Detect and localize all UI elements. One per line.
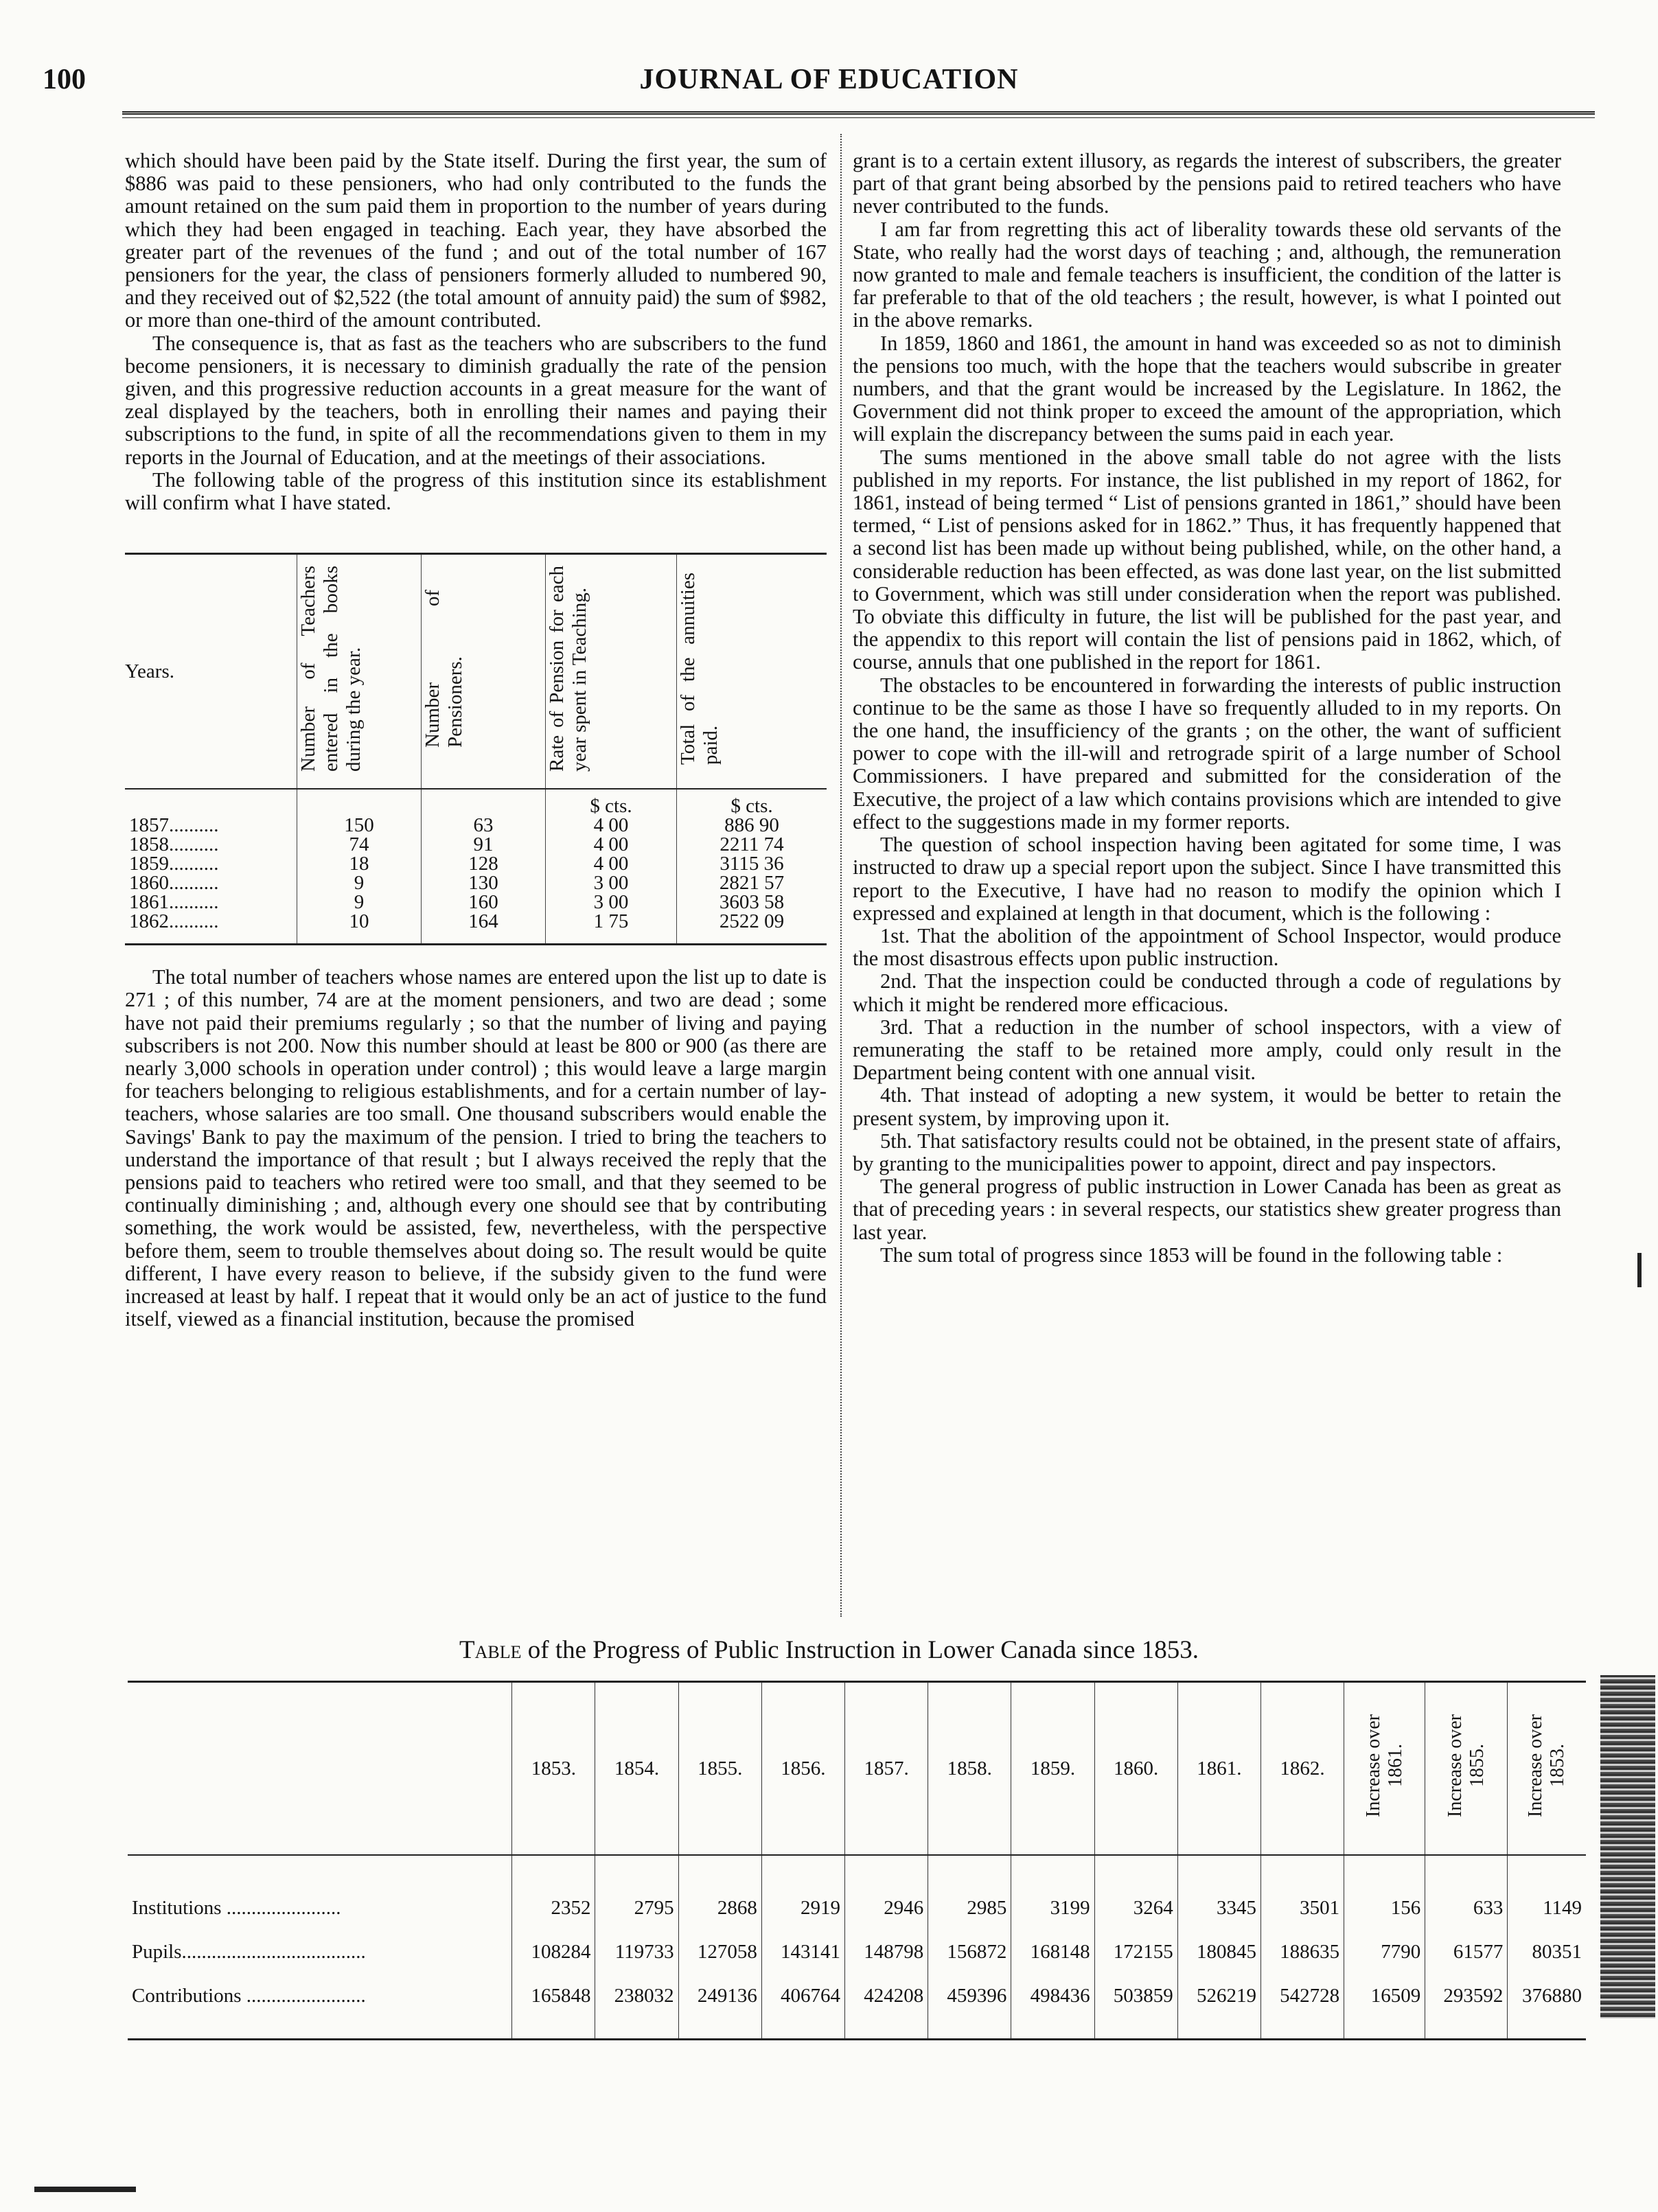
header-pensioners: Number of Pensioners. (422, 554, 546, 790)
header-year: 1861. (1177, 1682, 1260, 1856)
progress-table (128, 1681, 1586, 2040)
paragraph: In 1859, 1860 and 1861, the amount in hand was exceeded so as not to diminish the pensions too much, with the hope that the teachers would subscribe in greater numbers, and that the grant would be increased by the Legislature. In 1862, the Government did not think proper to exceed the amount of the appropriation, which will explain the discrepancy between the sums paid in each year. (853, 331, 1561, 446)
paragraph: The sum total of progress since 1853 will be found in the following table : (880, 1243, 1503, 1267)
table-row: Pupils..................................... 108284 119733 127058 143141 148798 156872 168148 172155 180845 188635 7790 61577 80351 (128, 1930, 1586, 1974)
unit-label: $ cts. (677, 789, 827, 816)
header-year: 1857. (845, 1682, 928, 1856)
table-row: 1858.......... 74 91 4 00 2211 74 (125, 835, 827, 854)
header-year: 1858. (928, 1682, 1011, 1856)
paragraph: The total number of teachers whose names are entered upon the list up to date is 271 ; of this number, 74 are at the moment pensioners, and two are dead ; some have not paid their premiums regularly ; so that the number of living and paying subscribers is not 200. Now this number should at least be 800 or 900 (as there are nearly 3,000 schools in operation under control) ; this would leave a large margin for teachers belonging to religious establishments, and for a certain number of lay-teachers, whose salaries are too small. One thousand subscribers would enable the Savings' Bank to pay the maximum of the pension. I tried to bring the teachers to understand the importance of that result ; but I always received the reply that the pensions paid to teachers who retired were too small, and that they seemed to be continually diminishing ; and, although every one should see that by contributing something, the work would be assisted, few, nevertheless, with the perspective before them, seem to trouble themselves about doing so. The result would be quite different, I have every reason to believe, if the subsidy given to the fund were increased at least by half. I repeat that it would only be an act of justice to the fund itself, viewed as a financial institution, because the promised (125, 965, 827, 1331)
header-teachers: Number of Teachers entered in the books during the year. (297, 554, 422, 790)
table-row: 1859.......... 18 128 4 00 3115 36 (125, 854, 827, 873)
paragraph: The obstacles to be encountered in forwarding the interests of public instruction continue to be the same as those I have so frequently alluded to in my reports. On the one hand, the insufficiency of the grants ; on the other, the want of sufficient power to cope with the ill-will and retrograde spirit of a large number of School Commissioners. I have prepared and submitted for the consideration of the Executive, the project of a law which contains provisions which are intended to give effect to the suggestions made in my former reports. (853, 673, 1561, 833)
paragraph: The consequence is, that as fast as the teachers who are subscribers to the fund become pensioners, it is necessary to diminish gradually the rate of the pension given, and this progressive reduction accounts in a great measure for the want of zeal displayed by the teachers, both in enrolling their names and paying their subscriptions to the fund, in spite of all the recommendations given to them in my reports in the Journal of Education, and at the meetings of their associations. (125, 331, 827, 469)
scan-mark (34, 2187, 136, 2192)
header-rate: Rate of Pension for each year spent in Teaching. (546, 554, 677, 790)
paragraph: The following table of the progress of this institution since its establishment will confirm what I have stated. (125, 468, 827, 515)
table-row: 1857.......... 150 63 4 00 886 90 (125, 816, 827, 835)
running-title: JOURNAL OF EDUCATION (639, 64, 1019, 95)
header-rule (122, 111, 1595, 118)
paragraph: The general progress of public instruction in Lower Canada has been as great as that of preceding years : in several respects, our statistics shew greater progress than last year. (853, 1175, 1561, 1244)
paragraph: which should have been paid by the State itself. During the first year, the sum of $886 was paid to these pensioners, who had only contributed to the funds the amount retained on the sum paid them in proportion to the number of years during which they had been engaged in teaching. Each year, they have absorbed the greater part of the revenues of the fund ; and out of the total number of 167 pensioners for the year, the class of pensioners formerly alluded to numbered 90, and they received out of $2,522 (the total amount of annuity paid) the sum of $982, or more than one-third of the amount contributed. (125, 149, 827, 332)
header-year: 1860. (1094, 1682, 1177, 1856)
column-divider (840, 134, 842, 1617)
header-years: Years. (125, 554, 297, 790)
list-item: 2nd. That the inspection could be conducted through a code of regulations by which it might be rendered more efficacious. (853, 969, 1561, 1016)
header-total: Total of the annuities paid. (677, 554, 827, 790)
header-blank (128, 1682, 512, 1856)
paragraph: The sums mentioned in the above small table do not agree with the lists published in my reports. For instance, the list published in my report of 1862, for 1861, instead of being termed “ List of pensions granted in 1861,” should have been termed, “ List of pensions asked for in 1862.” Thus, it has frequently happened that a second list has been made up without being published, while, on the other hand, a considerable reduction has been effected, as was done last year, on the list submitted to Government, which was still under consideration when the report was published. To obviate this difficulty in future, the list will be published for the past year, and the appendix to this report will contain the list of pensions paid in 1862, which, of course, annuls that one published in the report for 1861. (853, 445, 1561, 674)
list-item: 3rd. That a reduction in the number of school inspectors, with a view of remunerating the staff to be retained more amply, could only result in the Department being content with one annual visit. (853, 1015, 1561, 1085)
list-item: 1st. That the abolition of the appointment of School Inspector, would produce the most disastrous effects upon public instruction. (853, 923, 1561, 971)
left-column (125, 150, 827, 1331)
header-increase: Increase over 1861. (1344, 1682, 1425, 1856)
header-year: 1853. (512, 1682, 595, 1856)
scan-mark (1637, 1253, 1642, 1287)
list-item: 4th. That instead of adopting a new system, it would be better to retain the present system, by improving upon it. (853, 1083, 1561, 1130)
table-row: 1862.......... 10 164 1 75 2522 09 (125, 912, 827, 945)
paragraph: grant is to a certain extent illusory, as regards the interest of subscribers, the greater part of that grant being absorbed by the pensions paid to retired teachers who have never contributed to the funds. (853, 149, 1561, 218)
page-number: 100 (43, 64, 86, 95)
header-increase: Increase over 1855. (1425, 1682, 1508, 1856)
right-column (853, 150, 1561, 1267)
table-row: Contributions ........................ 165848 238032 249136 406764 424208 459396 498436 503859 526219 542728 16509 293592 376880 (128, 1974, 1586, 2040)
header-year: 1856. (761, 1682, 844, 1856)
table-row: 1860.......... 9 130 3 00 2821 57 (125, 873, 827, 892)
progress-table-title: Table of the Progress of Public Instruction in Lower Canada since 1853. (459, 1636, 1199, 1664)
header-year: 1854. (595, 1682, 678, 1856)
header-year: 1862. (1260, 1682, 1344, 1856)
scan-edge-artifact (1600, 1675, 1655, 2018)
paragraph: I am far from regretting this act of liberality towards these old servants of the State, who really had the worst days of teaching ; and, although, the remuneration now granted to male and female teachers is insufficient, the condition of the latter is far preferable to that of the old teachers ; the result, however, is what I pointed out in the above remarks. (853, 217, 1561, 332)
paragraph: The question of school inspection having been agitated for some time, I was instructed to draw up a special report upon the subject. Since I have transmitted this report to the Executive, I have had no reason to modify the opinion which I expressed and explained at length in that document, which is the following : (853, 833, 1561, 925)
table-row: Institutions ....................... 2352 2795 2868 2919 2946 2985 3199 3264 3345 3501 156 633 1149 (128, 1855, 1586, 1930)
table-row: 1861.......... 9 160 3 00 3603 58 (125, 892, 827, 912)
header-year: 1855. (678, 1682, 761, 1856)
list-item: 5th. That satisfactory results could not be obtained, in the present state of affairs, by granting to the municipalities power to appoint, direct and pay inspectors. (853, 1129, 1561, 1175)
header-year: 1859. (1011, 1682, 1094, 1856)
pension-table (125, 553, 827, 945)
header-increase: Increase over 1853. (1508, 1682, 1586, 1856)
unit-label: $ cts. (546, 789, 677, 816)
